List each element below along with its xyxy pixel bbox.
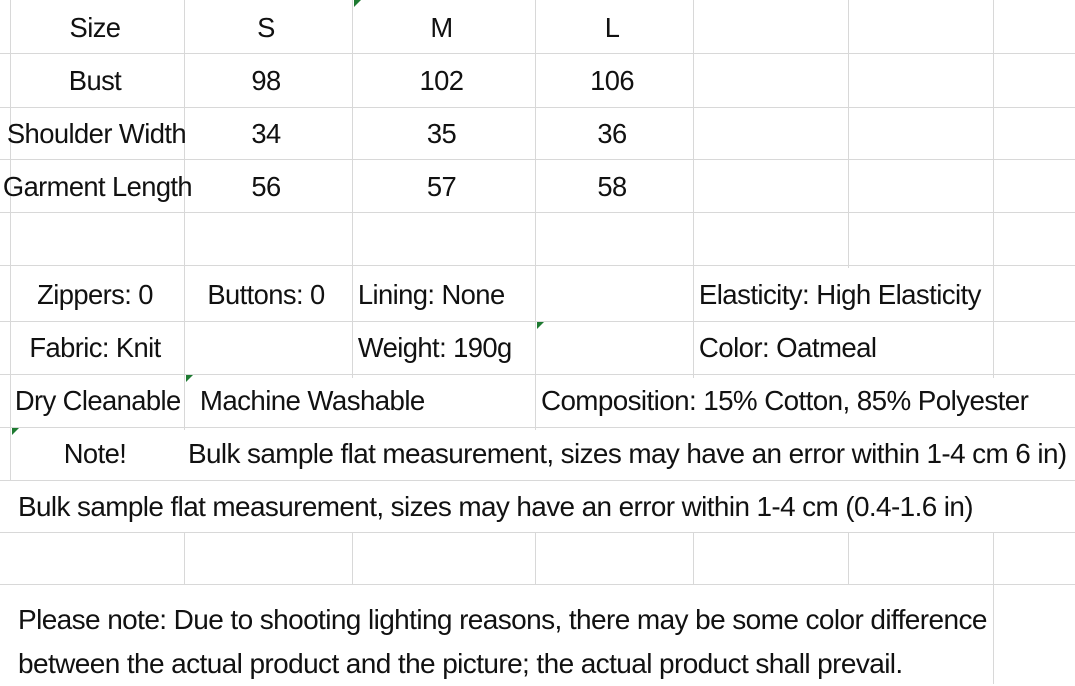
length-m-cell[interactable]: 57: [426, 170, 457, 202]
color-cell[interactable]: Color: Oatmeal: [698, 332, 877, 363]
size-l-header-cell[interactable]: L: [604, 11, 620, 43]
garment-length-label-cell[interactable]: Garment Length: [2, 170, 193, 202]
bust-label-cell[interactable]: Bust: [68, 65, 122, 96]
elasticity-cell[interactable]: Elasticity: High Elasticity: [698, 279, 981, 310]
note-text-cell[interactable]: Bulk sample flat measurement, sizes may have an error within 1-4 cm 6 in): [187, 438, 1067, 469]
composition-cell[interactable]: Composition: 15% Cotton, 85% Polyester: [540, 385, 1029, 416]
gridline: [352, 532, 353, 584]
size-header-cell[interactable]: Size: [69, 11, 121, 43]
comment-marker-icon[interactable]: [537, 322, 544, 329]
gridline: [535, 532, 536, 584]
shoulder-width-label-cell[interactable]: Shoulder Width: [6, 117, 187, 149]
measurement-note-cell[interactable]: Bulk sample flat measurement, sizes may have an error within 1-4 cm (0.4-1.6 in): [17, 490, 973, 522]
bust-s-cell[interactable]: 98: [251, 65, 281, 96]
dry-cleanable-cell[interactable]: Dry Cleanable: [14, 385, 181, 416]
length-l-cell[interactable]: 58: [597, 170, 627, 202]
gridline: [0, 532, 1075, 533]
size-s-header-cell[interactable]: S: [257, 11, 275, 43]
gridline: [184, 532, 185, 584]
gridline: [0, 53, 1075, 54]
shoulder-s-cell[interactable]: 34: [251, 117, 281, 149]
shoulder-m-cell[interactable]: 35: [426, 117, 457, 149]
note-label-cell[interactable]: Note!: [63, 438, 127, 469]
size-m-header-cell[interactable]: M: [430, 11, 453, 43]
gridline: [848, 532, 849, 584]
gridline: [0, 159, 1075, 160]
length-s-cell[interactable]: 56: [251, 170, 281, 202]
color-disclaimer[interactable]: [18, 598, 1068, 686]
bust-l-cell[interactable]: 106: [590, 65, 634, 96]
gridline: [693, 532, 694, 584]
gridline: [0, 265, 1075, 266]
buttons-cell[interactable]: Buttons: 0: [207, 279, 325, 310]
lining-cell[interactable]: Lining: None: [357, 279, 505, 310]
machine-washable-cell[interactable]: Machine Washable: [199, 385, 425, 416]
weight-cell[interactable]: Weight: 190g: [357, 332, 512, 363]
color-disclaimer-line: between the actual product and the picture; the actual product shall prevail.: [18, 648, 903, 679]
shoulder-l-cell[interactable]: 36: [597, 117, 627, 149]
zippers-cell[interactable]: Zippers: 0: [37, 279, 153, 310]
bust-m-cell[interactable]: 102: [419, 65, 464, 96]
gridline: [848, 0, 849, 268]
color-disclaimer-line: Please note: Due to shooting lighting reasons, there may be some color difference: [18, 604, 987, 635]
comment-marker-icon[interactable]: [186, 375, 193, 382]
gridline: [0, 212, 1075, 213]
fabric-cell[interactable]: Fabric: Knit: [29, 332, 161, 363]
gridline: [0, 584, 1075, 585]
